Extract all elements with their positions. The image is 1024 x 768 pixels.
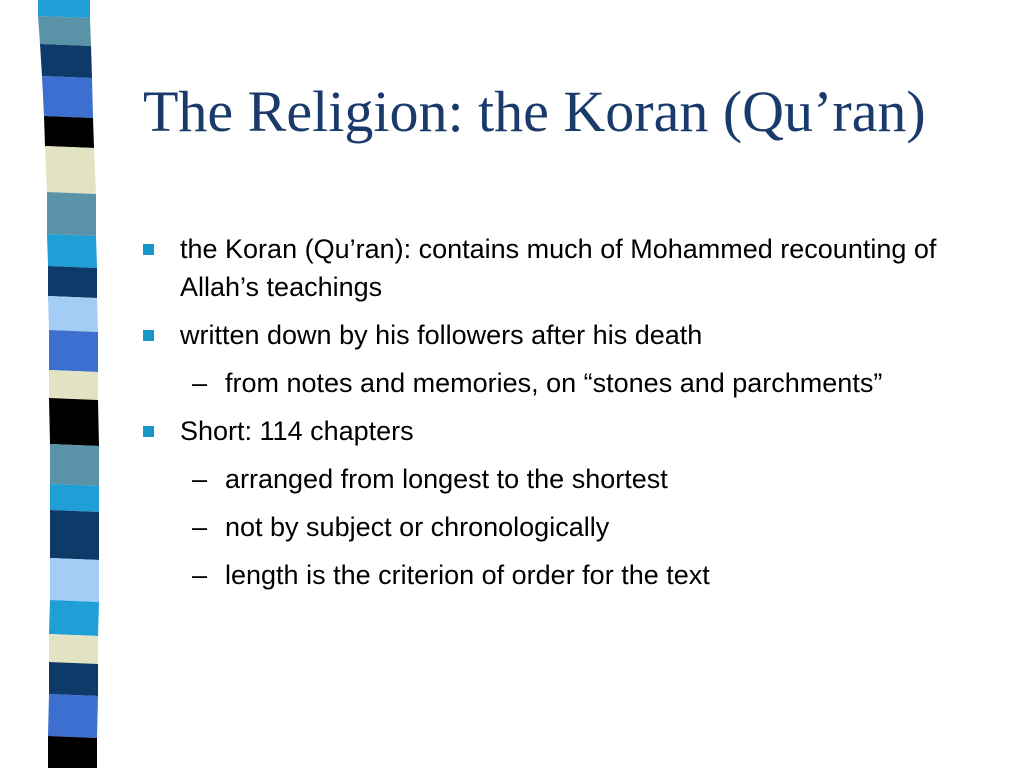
sub-bullet-item bbox=[140, 508, 1000, 546]
dash-bullet-icon: – bbox=[192, 464, 208, 494]
stripe-band bbox=[48, 694, 98, 738]
sub-bullet-text: length is the criterion of order for the text bbox=[225, 560, 710, 590]
sub-bullet-text: from notes and memories, on “stones and parchments” bbox=[225, 368, 883, 398]
sub-bullet-item bbox=[140, 460, 1000, 498]
dash-bullet-icon: – bbox=[192, 560, 208, 590]
sub-bullet-text: arranged from longest to the shortest bbox=[225, 464, 668, 494]
stripe-band bbox=[48, 296, 98, 332]
stripe-band bbox=[47, 234, 97, 268]
bullet-text: Short: 114 chapters bbox=[180, 416, 414, 446]
slide-title: The Religion: the Koran (Qu’ran) bbox=[143, 79, 926, 144]
stripe-band bbox=[49, 600, 99, 636]
stripe-band bbox=[44, 116, 94, 148]
stripe-band bbox=[50, 558, 99, 602]
stripe-band bbox=[49, 330, 98, 372]
stripe-band bbox=[50, 444, 99, 486]
stripe-band bbox=[45, 146, 96, 194]
square-bullet-icon bbox=[143, 426, 154, 437]
square-bullet-icon bbox=[143, 244, 154, 255]
stripe-band bbox=[48, 266, 97, 298]
bullet-item bbox=[140, 316, 1000, 354]
sub-bullet-item bbox=[140, 556, 1000, 594]
square-bullet-icon bbox=[143, 330, 154, 341]
stripe-band bbox=[38, 16, 91, 46]
stripe-band bbox=[48, 736, 97, 768]
sub-bullet-item bbox=[140, 364, 1000, 402]
decorative-stripe-bar bbox=[30, 0, 102, 768]
stripe-band bbox=[42, 76, 93, 118]
stripe-band bbox=[50, 484, 99, 512]
stripe-band bbox=[40, 44, 92, 78]
bullet-item bbox=[140, 412, 1000, 450]
bullet-text: written down by his followers after his death bbox=[180, 320, 703, 350]
stripe-band bbox=[47, 192, 96, 236]
dash-bullet-icon: – bbox=[192, 368, 208, 398]
bullet-text: the Koran (Qu’ran): contains much of Mohammed recounting of Allah’s teachings bbox=[180, 234, 937, 302]
stripe-band bbox=[49, 398, 99, 446]
stripe-band bbox=[38, 0, 90, 18]
dash-bullet-icon: – bbox=[192, 512, 208, 542]
sub-bullet-text: not by subject or chronologically bbox=[225, 512, 610, 542]
stripe-band bbox=[49, 634, 98, 664]
stripe-band bbox=[49, 370, 98, 400]
bullet-item bbox=[140, 230, 1000, 306]
bullet-list bbox=[140, 230, 1000, 604]
stripe-band bbox=[49, 662, 98, 696]
stripe-band bbox=[50, 510, 99, 560]
